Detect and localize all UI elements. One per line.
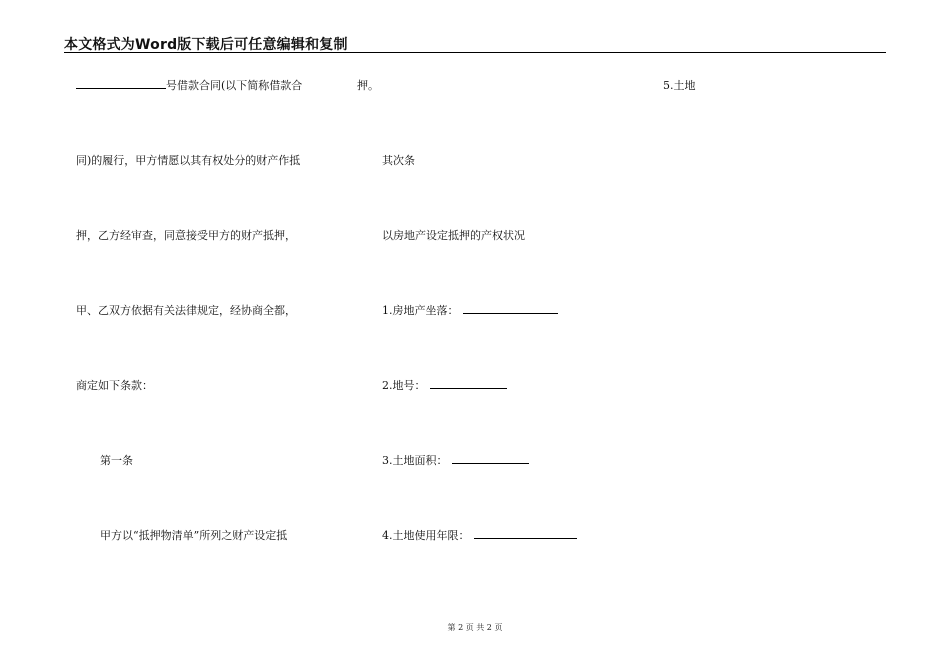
left-line-4: 甲、乙双方依据有关法律规定，经协商全都， [76,304,296,317]
article-one-heading: 第一条 [100,454,133,467]
lot-number-label: 2.地号： [382,379,426,392]
left-line-3: 押，乙方经审查，同意接受甲方的财产抵押， [76,229,296,242]
left-line-2: 同)的履行，甲方情愿以其有权处分的财产作抵 [76,154,301,167]
left-line-1-text: 号借款合同(以下简称借款合 [166,79,303,92]
middle-line-1: 押。 [357,79,379,92]
left-line-5: 商定如下条款： [76,379,153,392]
property-location-line [382,304,558,318]
land-use-term-label: 4.土地使用年限： [382,529,470,542]
left-line-7: 甲方以“抵押物清单”所列之财产设定抵 [100,529,288,542]
lot-number-line [382,379,507,393]
land-use-term-line [382,529,577,543]
property-location-label: 1.房地产坐落： [382,304,459,317]
page-number: 第 2 页 共 2 页 [447,623,503,632]
land-area-blank [452,454,529,464]
land-area-line [382,454,529,468]
right-line-1: 5.土地 [663,79,696,92]
lot-number-blank [430,379,507,389]
property-location-blank [463,304,558,314]
land-area-label: 3.土地面积： [382,454,448,467]
left-line-1 [76,79,302,93]
document-header-title: 本文格式为Word版下载后可任意编辑和复制 [64,37,348,53]
land-use-term-blank [474,529,577,539]
header-divider [64,52,886,53]
article-two-heading: 其次条 [382,154,415,167]
contract-number-blank [76,79,166,89]
middle-line-3: 以房地产设定抵押的产权状况 [382,229,525,242]
